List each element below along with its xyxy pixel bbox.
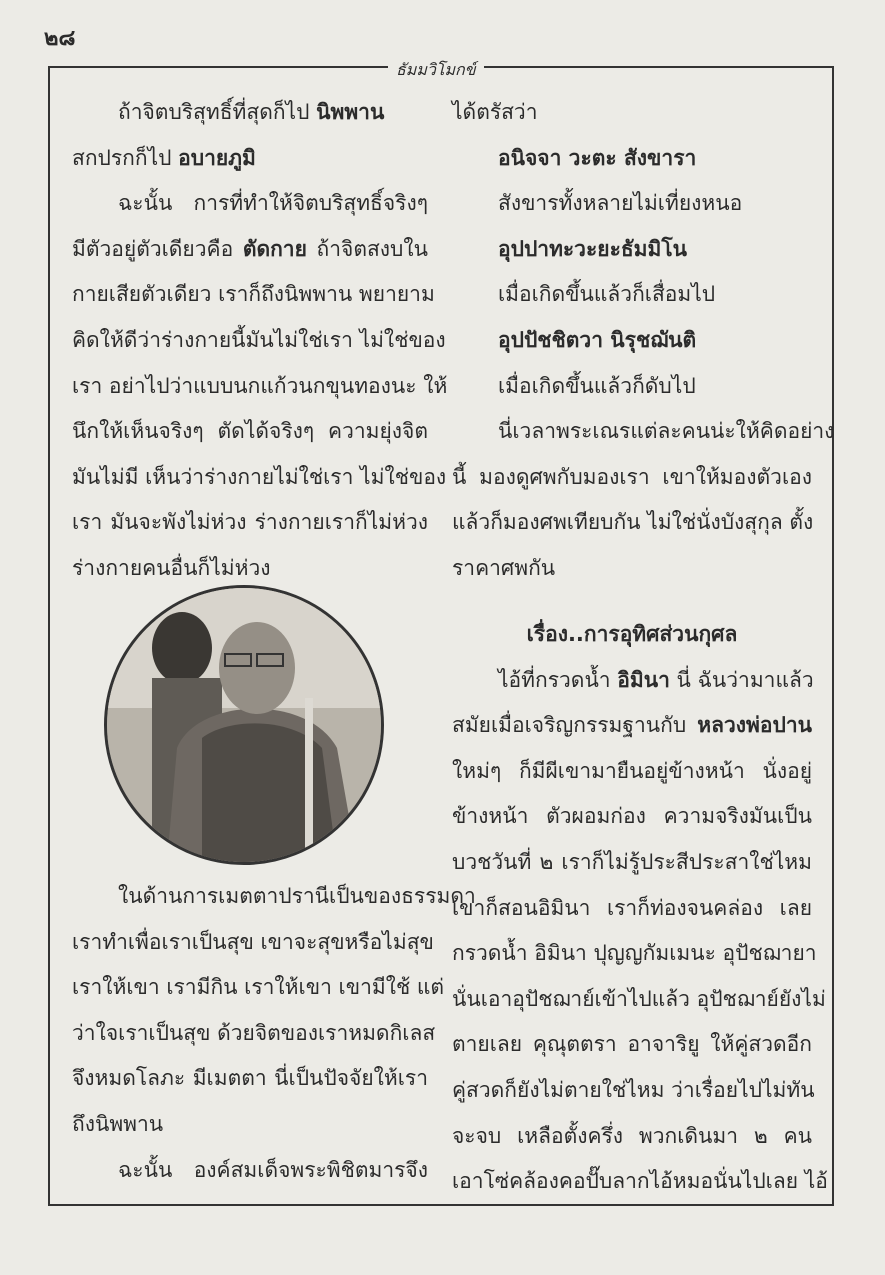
text-line: เราให้เขา เรามีกิน เราให้เขา เขามีใช้ แต่ [72, 975, 445, 1000]
verse-line: อุปปาทะวะยะธัมมิโน [498, 236, 687, 261]
text-line: นี่เวลาพระเณรแต่ละคนน่ะให้คิดอย่าง [498, 419, 835, 444]
text-line: เรา มันจะพังไม่ห่วง ร่างกายเราก็ไม่ห่วง [72, 510, 428, 535]
text-line: ร่างกายคนอื่นก็ไม่ห่วง [72, 555, 271, 580]
text-line: กายเสียตัวเดียว เราก็ถึงนิพพาน พยายาม [72, 282, 435, 307]
text-line: มีตัวอยู่ตัวเดียวคือ ตัดกาย ถ้าจิตสงบใน [72, 236, 428, 261]
text-line: สกปรกก็ไป อบายภูมิ [72, 145, 256, 170]
running-title: ธัมมวิโมกข์ [388, 58, 484, 83]
verse-line: สังขารทั้งหลายไม่เที่ยงหนอ [498, 191, 743, 216]
text-line: ไอ้ที่กรวดน้ำ อิมินา นี่ ฉันว่ามาแล้ว [498, 667, 814, 692]
page-number: ๒๘ [44, 26, 76, 51]
text-line: แล้วก็มองศพเทียบกัน ไม่ใช่นั่งบังสุกุล ตั้ง [452, 510, 814, 535]
text-line: ตายเลย คุณุตตรา อาจาริยู ให้คู่สวดอีก [452, 1032, 812, 1057]
text-line: นึกให้เห็นจริงๆ ตัดได้จริงๆ ความยุ่งจิต [72, 419, 428, 444]
text-line: ใหม่ๆ ก็มีผีเขามายืนอยู่ข้างหน้า นั่งอยู่ [452, 758, 812, 783]
text-line: นั่นเอาอุปัชฌาย์เข้าไปแล้ว อุปัชฌาย์ยังไม่ [452, 986, 826, 1011]
text-line: บวชวันที่ ๒ เราก็ไม่รู้ประสีประสาใช่ไหม [452, 849, 812, 874]
text-line: ราคาศพกัน [452, 555, 556, 580]
text-line: สมัยเมื่อเจริญกรรมฐานกับ หลวงพ่อปาน [452, 713, 812, 738]
text-line: เราทำเพื่อเราเป็นสุข เขาจะสุขหรือไม่สุข [72, 929, 434, 954]
text-line: ข้างหน้า ตัวผอมก่อง ความจริงมันเป็น [452, 804, 812, 829]
text-line: ฉะนั้น องค์สมเด็จพระพิชิตมารจึง [118, 1157, 428, 1182]
text-line: เรา อย่าไปว่าแบบนกแก้วนกขุนทองนะ ให้ [72, 373, 448, 398]
monk-photo [104, 585, 384, 865]
right-column-bottom [452, 612, 828, 1205]
verse-line: อุปปัชชิตวา นิรุชฌันติ [498, 327, 697, 352]
verse-line: อนิจจา วะตะ สังขารา [498, 145, 697, 170]
text-line: ถึงนิพพาน [72, 1111, 164, 1136]
section-heading: เรื่อง..การอุทิศส่วนกุศล [526, 622, 738, 646]
verse-line: เมื่อเกิดขึ้นแล้วก็เสื่อมไป [498, 282, 716, 307]
text-line: ในด้านการเมตตาปรานีเป็นของธรรมดา [118, 884, 476, 908]
text-line: ถ้าจิตบริสุทธิ์ที่สุดก็ไป นิพพาน [118, 100, 385, 124]
right-column-top [452, 90, 835, 592]
verse-line: เมื่อเกิดขึ้นแล้วก็ดับไป [498, 373, 696, 398]
text-line: เอาโซ่คล้องคอปั๊บลากไอ้หมอนั่นไปเลย ไอ้ [452, 1169, 828, 1194]
text-line: เขาก็สอนอิมินา เราก็ท่องจนคล่อง เลย [452, 895, 812, 920]
left-column-bottom [72, 874, 476, 1193]
left-column-top [72, 90, 448, 592]
text-line: ฉะนั้น การที่ทำให้จิตบริสุทธิ์จริงๆ [118, 191, 428, 216]
text-line: จะจบ เหลือตั้งครึ่ง พวกเดินมา ๒ คน [452, 1123, 812, 1148]
text-line: จึงหมดโลภะ มีเมตตา นี่เป็นปัจจัยให้เรา [72, 1066, 428, 1091]
text-line: คู่สวดก็ยังไม่ตายใช่ไหม ว่าเรื่อยไปไม่ทัน [452, 1077, 815, 1102]
text-line: ว่าใจเราเป็นสุข ด้วยจิตของเราหมดกิเลส [72, 1020, 436, 1045]
text-line: นี้ มองดูศพกับมองเรา เขาให้มองตัวเอง [452, 464, 812, 489]
text-line: กรวดน้ำ อิมินา ปุญญกัมเมนะ อุปัชฌายา [452, 941, 817, 966]
text-line: มันไม่มี เห็นว่าร่างกายไม่ใช่เรา ไม่ใช่ของ [72, 464, 447, 489]
text-line: คิดให้ดีว่าร่างกายนี้มันไม่ใช่เรา ไม่ใช่ของ [72, 327, 446, 352]
text-line: ได้ตรัสว่า [452, 100, 538, 124]
